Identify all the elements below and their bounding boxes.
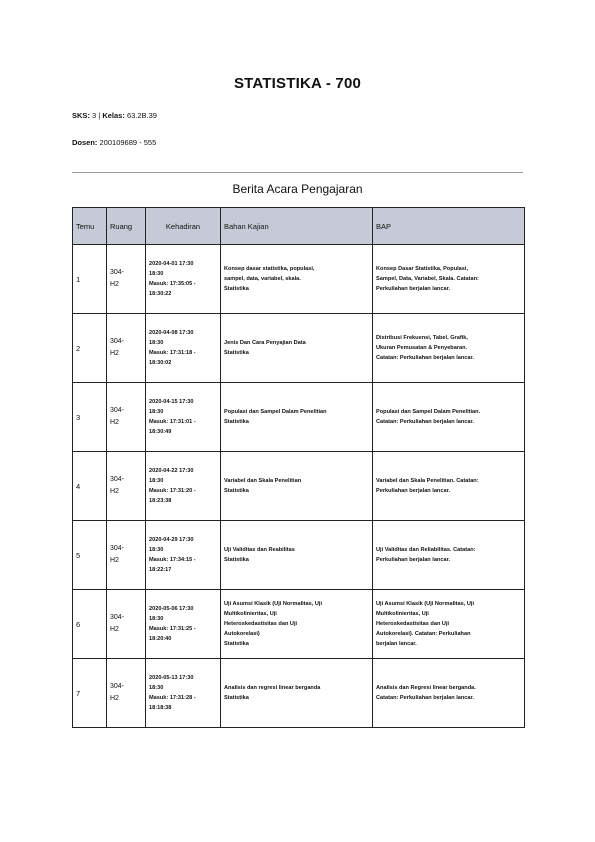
dosen-label: Dosen: (72, 138, 98, 147)
kehadiran-line: 18:30 (149, 409, 164, 415)
table-row (73, 383, 525, 452)
cell-bahan-kajian (221, 383, 373, 452)
header-kehadiran: Kehadiran (146, 208, 221, 245)
bahan-line: Statistika (224, 641, 249, 647)
meta-separator: | (98, 111, 101, 120)
kehadiran-line: 2020-05-13 17:30 (149, 675, 194, 681)
cell-kehadiran (146, 590, 221, 659)
bap-line: Autokorelasi). Catatan: Perkuliahan (376, 631, 471, 637)
cell-bap (373, 659, 525, 728)
bap-line: Uji Validitas dan Reliabilitas. Catatan: (376, 547, 476, 553)
kehadiran-line: Masuk: 17:31:28 - (149, 695, 196, 701)
cell-bap (373, 521, 525, 590)
ruang-line: 304- (110, 476, 125, 483)
kehadiran-line: Masuk: 17:31:25 - (149, 626, 196, 632)
divider (72, 172, 523, 173)
kehadiran-line: 18:30 (149, 616, 164, 622)
ruang-line: 304- (110, 407, 125, 414)
teaching-record-table (72, 207, 525, 728)
cell-ruang (107, 245, 146, 314)
bap-line: Perkuliahan berjalan lancar. (376, 286, 450, 292)
table-row (73, 314, 525, 383)
cell-ruang (107, 452, 146, 521)
cell-bap (373, 314, 525, 383)
ruang-line: 304- (110, 338, 125, 345)
cell-kehadiran (146, 659, 221, 728)
dosen-value: 200109689 - 555 (99, 138, 157, 147)
bap-line: Populasi dan Sampel Dalam Penelitian. (376, 409, 481, 415)
sks-label: SKS: (72, 111, 90, 120)
bap-line: Catatan: Perkuliahan berjalan lancar. (376, 355, 474, 361)
cell-bap (373, 245, 525, 314)
ruang-line: H2 (110, 557, 119, 564)
cell-kehadiran (146, 383, 221, 452)
kehadiran-line: Masuk: 17:31:18 - (149, 350, 196, 356)
table-row (73, 245, 525, 314)
table-row (73, 659, 525, 728)
kehadiran-line: Masuk: 17:34:15 - (149, 557, 196, 563)
bap-line: Perkuliahan berjalan lancar. (376, 488, 450, 494)
kehadiran-line: 18:23:38 (149, 498, 172, 504)
ruang-line: H2 (110, 350, 119, 357)
bahan-line: Statistika (224, 557, 249, 563)
bap-line: Analisis dan Regresi linear berganda. (376, 685, 476, 691)
cell-temu: 3 (73, 383, 107, 452)
table-row (73, 521, 525, 590)
kehadiran-line: 2020-04-08 17:30 (149, 330, 194, 336)
bap-line: Perkuliahan berjalan lancar. (376, 557, 450, 563)
kehadiran-line: 18:30:02 (149, 360, 172, 366)
bap-line: Multikolinieritas, Uji (376, 611, 429, 617)
bap-line: Variabel dan Skala Penelitian. Catatan: (376, 478, 479, 484)
bap-line: berjalan lancar. (376, 641, 417, 647)
kehadiran-line: 18:30 (149, 340, 164, 346)
cell-bahan-kajian (221, 314, 373, 383)
kehadiran-line: 2020-05-06 17:30 (149, 606, 194, 612)
kehadiran-line: 18:30:22 (149, 291, 172, 297)
header-bap: BAP (373, 208, 525, 245)
ruang-line: 304- (110, 683, 125, 690)
cell-ruang (107, 521, 146, 590)
kehadiran-line: 18:22:17 (149, 567, 172, 573)
header-temu: Temu (73, 208, 107, 245)
bahan-line: Multikolinieritas, Uji (224, 611, 277, 617)
bahan-line: Variabel dan Skala Penelitian (224, 478, 302, 484)
ruang-line: H2 (110, 626, 119, 633)
bahan-line: Statistika (224, 350, 249, 356)
cell-ruang (107, 659, 146, 728)
bahan-line: sampel, data, variabel, skala. (224, 276, 301, 282)
kehadiran-line: Masuk: 17:31:01 - (149, 419, 196, 425)
cell-temu: 1 (73, 245, 107, 314)
bap-line: Catatan: Perkuliahan berjalan lancar. (376, 695, 474, 701)
cell-bap (373, 383, 525, 452)
cell-kehadiran (146, 245, 221, 314)
kehadiran-line: Masuk: 17:31:20 - (149, 488, 196, 494)
kehadiran-line: 2020-04-01 17:30 (149, 261, 194, 267)
cell-ruang (107, 314, 146, 383)
cell-bahan-kajian (221, 245, 373, 314)
cell-bahan-kajian (221, 452, 373, 521)
ruang-line: 304- (110, 614, 125, 621)
ruang-line: H2 (110, 695, 119, 702)
ruang-line: 304- (110, 545, 125, 552)
kehadiran-line: Masuk: 17:35:05 - (149, 281, 196, 287)
kelas-label: Kelas: (102, 111, 125, 120)
sks-value: 3 (92, 111, 97, 120)
table-row (73, 452, 525, 521)
kehadiran-line: 18:30:49 (149, 429, 172, 435)
bahan-line: Statistika (224, 286, 249, 292)
cell-kehadiran (146, 452, 221, 521)
lecturer-meta (72, 138, 156, 147)
kehadiran-line: 18:30 (149, 478, 164, 484)
bap-line: Distribusi Frekuensi, Tabel, Grafik, (376, 335, 468, 341)
cell-temu: 5 (73, 521, 107, 590)
kehadiran-line: 2020-04-15 17:30 (149, 399, 194, 405)
bap-line: Catatan: Perkuliahan berjalan lancar. (376, 419, 474, 425)
ruang-line: H2 (110, 281, 119, 288)
bahan-line: Autokorelasi) (224, 631, 260, 637)
cell-bahan-kajian (221, 659, 373, 728)
bahan-line: Jenis Dan Cara Penyajian Data (224, 340, 306, 346)
kehadiran-line: 18:30 (149, 271, 164, 277)
header-bahan-kajian: Bahan Kajian (221, 208, 373, 245)
kehadiran-line: 18:18:38 (149, 705, 172, 711)
bap-line: Konsep Dasar Statistika, Populasi, (376, 266, 469, 272)
kelas-value: 63.2B.39 (126, 111, 157, 120)
table-row (73, 590, 525, 659)
bahan-line: Uji Asumsi Klasik (Uji Normalitas, Uji (224, 601, 323, 607)
bahan-line: Statistika (224, 419, 249, 425)
cell-temu: 2 (73, 314, 107, 383)
ruang-line: H2 (110, 419, 119, 426)
kehadiran-line: 18:20:40 (149, 636, 172, 642)
cell-bahan-kajian (221, 590, 373, 659)
table-header-row (73, 208, 525, 245)
cell-kehadiran (146, 521, 221, 590)
bahan-line: Analisis dan regresi linear berganda (224, 685, 321, 691)
header-ruang: Ruang (107, 208, 146, 245)
bahan-line: Uji Validitas dan Reabilitas (224, 547, 295, 553)
cell-bahan-kajian (221, 521, 373, 590)
bap-line: Uji Asumsi Klasik (Uji Normalitas, Uji (376, 601, 475, 607)
bahan-line: Konsep dasar statistika, populasi, (224, 266, 315, 272)
cell-ruang (107, 383, 146, 452)
section-title: Berita Acara Pengajaran (232, 182, 363, 196)
cell-temu: 7 (73, 659, 107, 728)
kehadiran-line: 18:30 (149, 685, 164, 691)
bahan-line: Statistika (224, 695, 249, 701)
bahan-line: Heteroskedastisitas dan Uji (224, 621, 298, 627)
ruang-line: H2 (110, 488, 119, 495)
cell-temu: 4 (73, 452, 107, 521)
kehadiran-line: 2020-04-22 17:30 (149, 468, 194, 474)
bap-line: Ukuran Pemusatan & Penyebaran. (376, 345, 468, 351)
cell-ruang (107, 590, 146, 659)
page-title: STATISTIKA - 700 (233, 75, 362, 92)
kehadiran-line: 18:30 (149, 547, 164, 553)
bahan-line: Statistika (224, 488, 249, 494)
ruang-line: 304- (110, 269, 125, 276)
kehadiran-line: 2020-04-29 17:30 (149, 537, 194, 543)
cell-kehadiran (146, 314, 221, 383)
cell-temu: 6 (73, 590, 107, 659)
cell-bap (373, 590, 525, 659)
bahan-line: Populasi dan Sampel Dalam Penelitian (224, 409, 327, 415)
bap-line: Sampel, Data, Variabel, Skala. Catatan: (376, 276, 479, 282)
cell-bap (373, 452, 525, 521)
bap-line: Heteroskedastisitas dan Uji (376, 621, 450, 627)
course-meta (72, 111, 157, 120)
